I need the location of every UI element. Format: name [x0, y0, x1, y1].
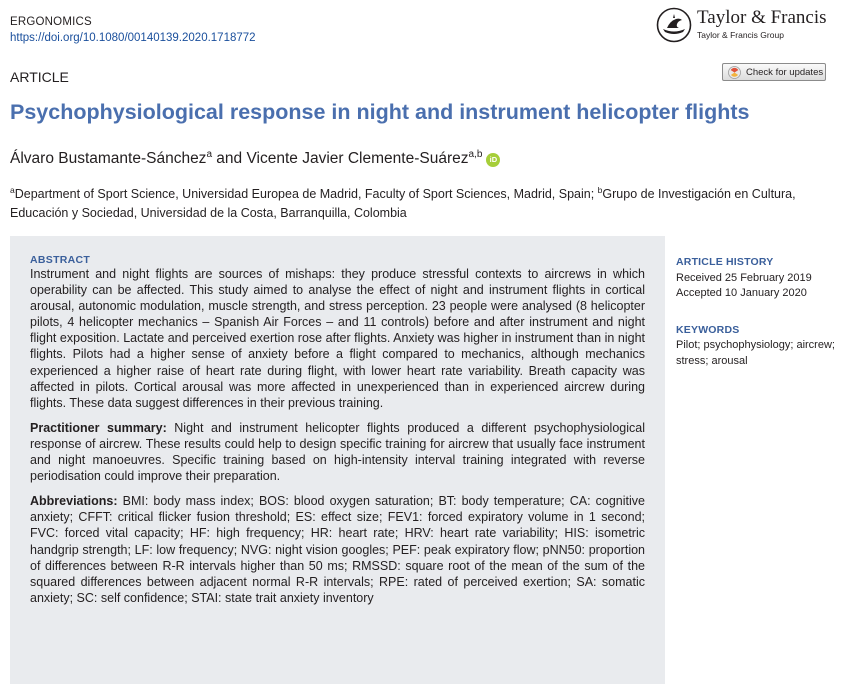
check-for-updates-button[interactable] — [722, 63, 826, 81]
article-type-label: ARTICLE — [10, 69, 69, 85]
affiliation-mark: a — [10, 185, 15, 195]
publisher-logo[interactable] — [656, 5, 841, 45]
affiliation-a: Department of Sport Science, Universidad Europea de Madrid, Faculty of Sport Sciences, Madrid, Spain; — [14, 187, 598, 202]
doi-link[interactable]: https://doi.org/10.1080/00140139.2020.1718772 — [10, 32, 256, 44]
article-history-heading: ARTICLE HISTORY — [676, 256, 774, 268]
keywords-list: Pilot; psychophysiology; aircrew; stress; arousal — [676, 339, 835, 367]
abbreviations — [30, 493, 645, 606]
abstract-body: Instrument and night flights are sources of mishaps: they produce stressful contexts to aircrews in which operability can be affected. This study aimed to analyse the effect of night and instrument flights in cortical arousal, autonomic modulation, muscle strength, and stress perception. 23 people were analysed (8 helicopter pilots, 4 helicopter mechanics – Spanish Air Forces – and 11 controls) before and after instrument and night flight exposition. Lactate and perceived exertion rose after flights. Anxiety was higher in instrument than in night flights. Pilots had a higher sense of anxiety before a flight compared to mechanics, although mechanics experienced a higher raise of heart rate during flight, with lower heart rate variability. Breath capacity was affected in pilots. Cortical arousal was more affected in unexperienced than in experienced aircrew during flights. These data suggest differences in their previous training. — [30, 267, 645, 410]
keywords-heading: KEYWORDS — [676, 323, 740, 336]
abstract-box — [10, 236, 665, 684]
author-conjunction: and — [212, 150, 247, 168]
accepted-date: Accepted 10 January 2020 — [676, 287, 807, 299]
affiliation-mark: b — [597, 185, 603, 195]
affiliations — [10, 181, 835, 223]
article-sidebar — [676, 255, 836, 369]
author-list — [10, 149, 500, 168]
practitioner-summary — [30, 420, 645, 484]
author-affiliation-mark: a,b — [468, 149, 483, 160]
sidebar-spacer — [676, 302, 836, 323]
journal-name: ERGONOMICS — [10, 16, 92, 28]
check-updates-label: Check for updates — [746, 67, 824, 78]
abbreviations-text: BMI: body mass index; BOS: blood oxygen saturation; BT: body temperature; CA: cognitive anxiety; CFFT: critical flicker fusion threshold; ES: effect size; FEV1: forced expiratory volume in 1 second; FVC: forced vital capacity; HF: high frequency; HR: heart rate; HRV: heart rate variability; HIS: isometric handgrip strength; LF: low frequency; NVG: night vision googles; PEF: peak expiratory flow; pNN50: proportion of differences between R-R intervals higher than 50 ms; RMSSD: square root of the mean of the sum of the squared differences between adjacent normal R-R intervals; RPE: rated of perceived exertion; SA: somatic anxiety; SC: self confidence; STAI: state trait anxiety inventory — [30, 494, 645, 605]
affiliation-b: Grupo de Investigación en Cultura, Educación y Sociedad, Universidad de la Costa, Barranquilla, Colombia — [10, 187, 796, 221]
orcid-icon[interactable]: iD — [486, 153, 500, 167]
article-title: Psychophysiological response in night and instrument helicopter flights — [10, 100, 750, 124]
abstract-heading: ABSTRACT — [30, 254, 91, 266]
abbreviations-label: Abbreviations: — [30, 494, 118, 509]
received-date: Received 25 February 2019 — [676, 271, 812, 284]
publisher-logo-icon — [656, 7, 692, 43]
author-name[interactable]: Álvaro Bustamante-Sánchez — [10, 150, 207, 168]
practitioner-summary-label: Practitioner summary: — [30, 420, 167, 435]
practitioner-summary-text: Night and instrument helicopter flights produced a different psychophysiological response of aircrew. These results could help to design specific training for aircrew that usually face instrument and night manoeuvres. Specific training based on high-intensity interval training integrated with reverse periodisation could improve their preparation. — [30, 420, 645, 484]
publisher-name: Taylor & Francis — [697, 7, 827, 28]
publisher-group: Taylor & Francis Group — [697, 30, 784, 40]
check-updates-icon — [728, 66, 741, 79]
journal-header — [10, 14, 256, 46]
author-affiliation-mark: a — [206, 149, 212, 160]
author-name[interactable]: Vicente Javier Clemente-Suárez — [246, 150, 469, 168]
